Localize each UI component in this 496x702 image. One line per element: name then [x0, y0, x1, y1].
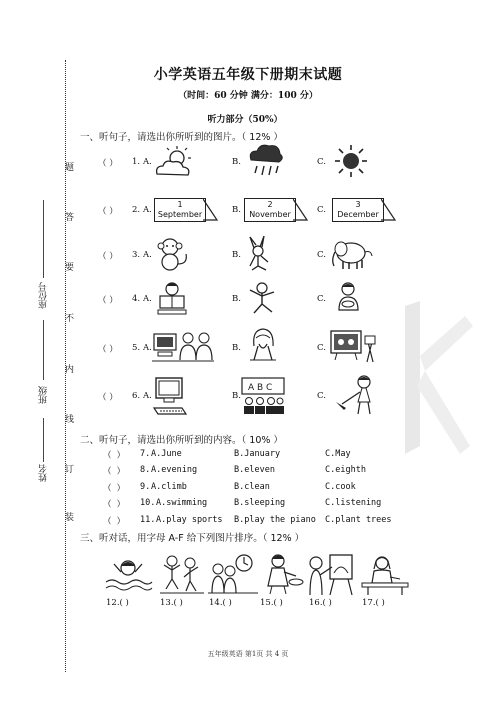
- kids-jumping-icon: [160, 553, 204, 595]
- option-a-label: A.: [143, 205, 152, 215]
- option-a-label: A.: [143, 250, 152, 260]
- answer-blank[interactable]: （ ）: [98, 207, 118, 217]
- option-b: B.sleeping: [234, 498, 286, 508]
- man-painting-icon: [304, 551, 356, 597]
- sun-icon: [334, 144, 368, 178]
- seat-number-blank[interactable]: [43, 200, 44, 278]
- option-c: C.May: [325, 449, 351, 459]
- answer-blank[interactable]: （ ）: [103, 484, 126, 494]
- answer-blank[interactable]: （ ）: [103, 500, 126, 510]
- option-b-label: B.: [232, 205, 241, 215]
- answer-blank[interactable]: （ ）: [103, 517, 126, 527]
- option-b: B.January: [234, 449, 281, 459]
- girl-reading-icon: [154, 280, 190, 316]
- answer-blank[interactable]: （ ）: [103, 467, 126, 477]
- answer-blank[interactable]: （ ）: [98, 345, 118, 355]
- order-blank[interactable]: 13.( ): [160, 598, 183, 608]
- option-c: C.listening: [325, 498, 382, 508]
- calendar-stand: [381, 198, 397, 222]
- girl-sweeping-icon: [332, 374, 376, 416]
- answer-blank[interactable]: （ ）: [98, 252, 118, 262]
- kid-exercising-icon: [244, 280, 280, 316]
- watermark-logo: [365, 296, 475, 466]
- boy-playing-icon: [331, 280, 367, 316]
- classroom-abc-icon: [240, 376, 286, 416]
- option-a-label: A.: [143, 294, 152, 304]
- listening-part-heading: 听力部分（50%）: [207, 115, 283, 125]
- calendar-stand: [293, 198, 309, 222]
- answer-blank[interactable]: （ ）: [98, 393, 118, 403]
- kids-computer-icon: [152, 328, 216, 364]
- calendar-month: December: [337, 210, 379, 219]
- option-c: C.plant trees: [325, 515, 392, 525]
- answer-blank[interactable]: （ ）: [98, 296, 118, 306]
- answer-blank[interactable]: （ ）: [103, 451, 126, 461]
- order-blank[interactable]: 12.( ): [106, 598, 129, 608]
- person-thinking-icon: [246, 326, 280, 364]
- calendar-number: 2: [267, 200, 273, 209]
- option-b-label: B.: [232, 250, 241, 260]
- kid-swimming-icon: [104, 554, 154, 594]
- question-number: 3.: [132, 250, 141, 260]
- binding-word: 要: [63, 262, 73, 271]
- order-blank[interactable]: 14.( ): [209, 598, 232, 608]
- rain-cloud-icon: [248, 142, 284, 182]
- question-number: 8.: [140, 465, 151, 475]
- exam-info: （时间：60 分钟 满分：100 分）: [178, 91, 318, 101]
- option-b-label: B.: [232, 157, 241, 167]
- question-number: 5.: [132, 343, 141, 353]
- elephant-icon: [329, 236, 375, 272]
- answer-blank[interactable]: （ ）: [98, 159, 118, 169]
- kids-clock-icon: [208, 553, 258, 595]
- girl-writing-icon: [360, 553, 410, 595]
- option-c-label: C.: [317, 250, 326, 260]
- tv-painting-icon: [329, 328, 379, 364]
- name-label: 姓名: [39, 464, 49, 482]
- calendar-number: 3: [355, 200, 361, 209]
- option-a-label: A.: [143, 157, 152, 167]
- calendar-november: [244, 198, 296, 222]
- option-c-label: C.: [317, 391, 326, 401]
- page-title: 小学英语五年级下册期末试题: [153, 67, 343, 83]
- question-number: 4.: [132, 294, 141, 304]
- question-number: 1.: [132, 157, 141, 167]
- binding-word: 不: [63, 313, 73, 322]
- binding-word: 答: [63, 212, 73, 221]
- option-a: A.climb: [151, 482, 187, 492]
- binding-word: 内: [63, 364, 73, 373]
- order-blank[interactable]: 17.( ): [362, 598, 385, 608]
- section2-heading: 二、听句子，请选出你所听到的内容。（ 10% ）: [80, 435, 283, 446]
- question-number: 9.: [140, 482, 151, 492]
- option-c-label: C.: [317, 294, 326, 304]
- binding-word: 线: [63, 414, 73, 423]
- calendar-september: [154, 198, 206, 222]
- section1-heading: 一、听句子，请选出你所听到的图片。（ 12% ）: [80, 132, 283, 143]
- binding-word: 订: [63, 464, 73, 473]
- calendar-stand: [203, 198, 219, 222]
- class-blank[interactable]: [43, 320, 44, 380]
- option-a: A.evening: [151, 465, 198, 475]
- monkey-icon: [155, 236, 191, 272]
- option-b-label: B.: [232, 391, 241, 401]
- option-c: C.cook: [325, 482, 356, 492]
- option-b: B.eleven: [234, 465, 275, 475]
- section3-heading: 三、听对话，用字母 A-F 给下列图片排序。（ 12% ）: [80, 533, 305, 544]
- calendar-number: 1: [177, 200, 183, 209]
- binding-word: 装: [63, 512, 73, 521]
- rabbit-icon: [244, 236, 278, 272]
- option-a: A.swimming: [156, 498, 208, 508]
- computer-icon: [152, 376, 188, 416]
- option-b-label: B.: [232, 294, 241, 304]
- question-number: 6.: [132, 391, 141, 401]
- girl-cooking-icon: [258, 552, 304, 596]
- option-b-label: B.: [232, 343, 241, 353]
- seat-number-label: 座位号: [39, 282, 49, 309]
- option-a: A.play sports: [156, 515, 223, 525]
- binding-word: 题: [63, 162, 73, 171]
- option-c: C.eighth: [325, 465, 366, 475]
- question-number: 2.: [132, 205, 141, 215]
- option-a-label: A.: [143, 391, 152, 401]
- calendar-month: November: [249, 210, 291, 219]
- name-blank[interactable]: [43, 418, 44, 462]
- option-b: B.clean: [234, 482, 270, 492]
- option-c-label: C.: [317, 205, 326, 215]
- question-number: 11.: [140, 515, 156, 525]
- class-label: 班级: [39, 386, 49, 404]
- calendar-december: [332, 198, 384, 222]
- option-c-label: C.: [317, 157, 326, 167]
- order-blank[interactable]: 16.( ): [309, 598, 332, 608]
- partly-cloudy-icon: [153, 146, 193, 180]
- option-c-label: C.: [317, 343, 326, 353]
- question-number: 7.: [140, 449, 151, 459]
- option-b: B.play the piano: [234, 515, 316, 525]
- page-footer: 五年级英语 第1页 共 4 页: [207, 650, 289, 658]
- option-a: A.June: [151, 449, 182, 459]
- question-number: 10.: [140, 498, 156, 508]
- calendar-month: September: [157, 210, 203, 219]
- svg-text:A B C: A B C: [248, 383, 273, 393]
- order-blank[interactable]: 15.( ): [260, 598, 283, 608]
- option-a-label: A.: [143, 343, 152, 353]
